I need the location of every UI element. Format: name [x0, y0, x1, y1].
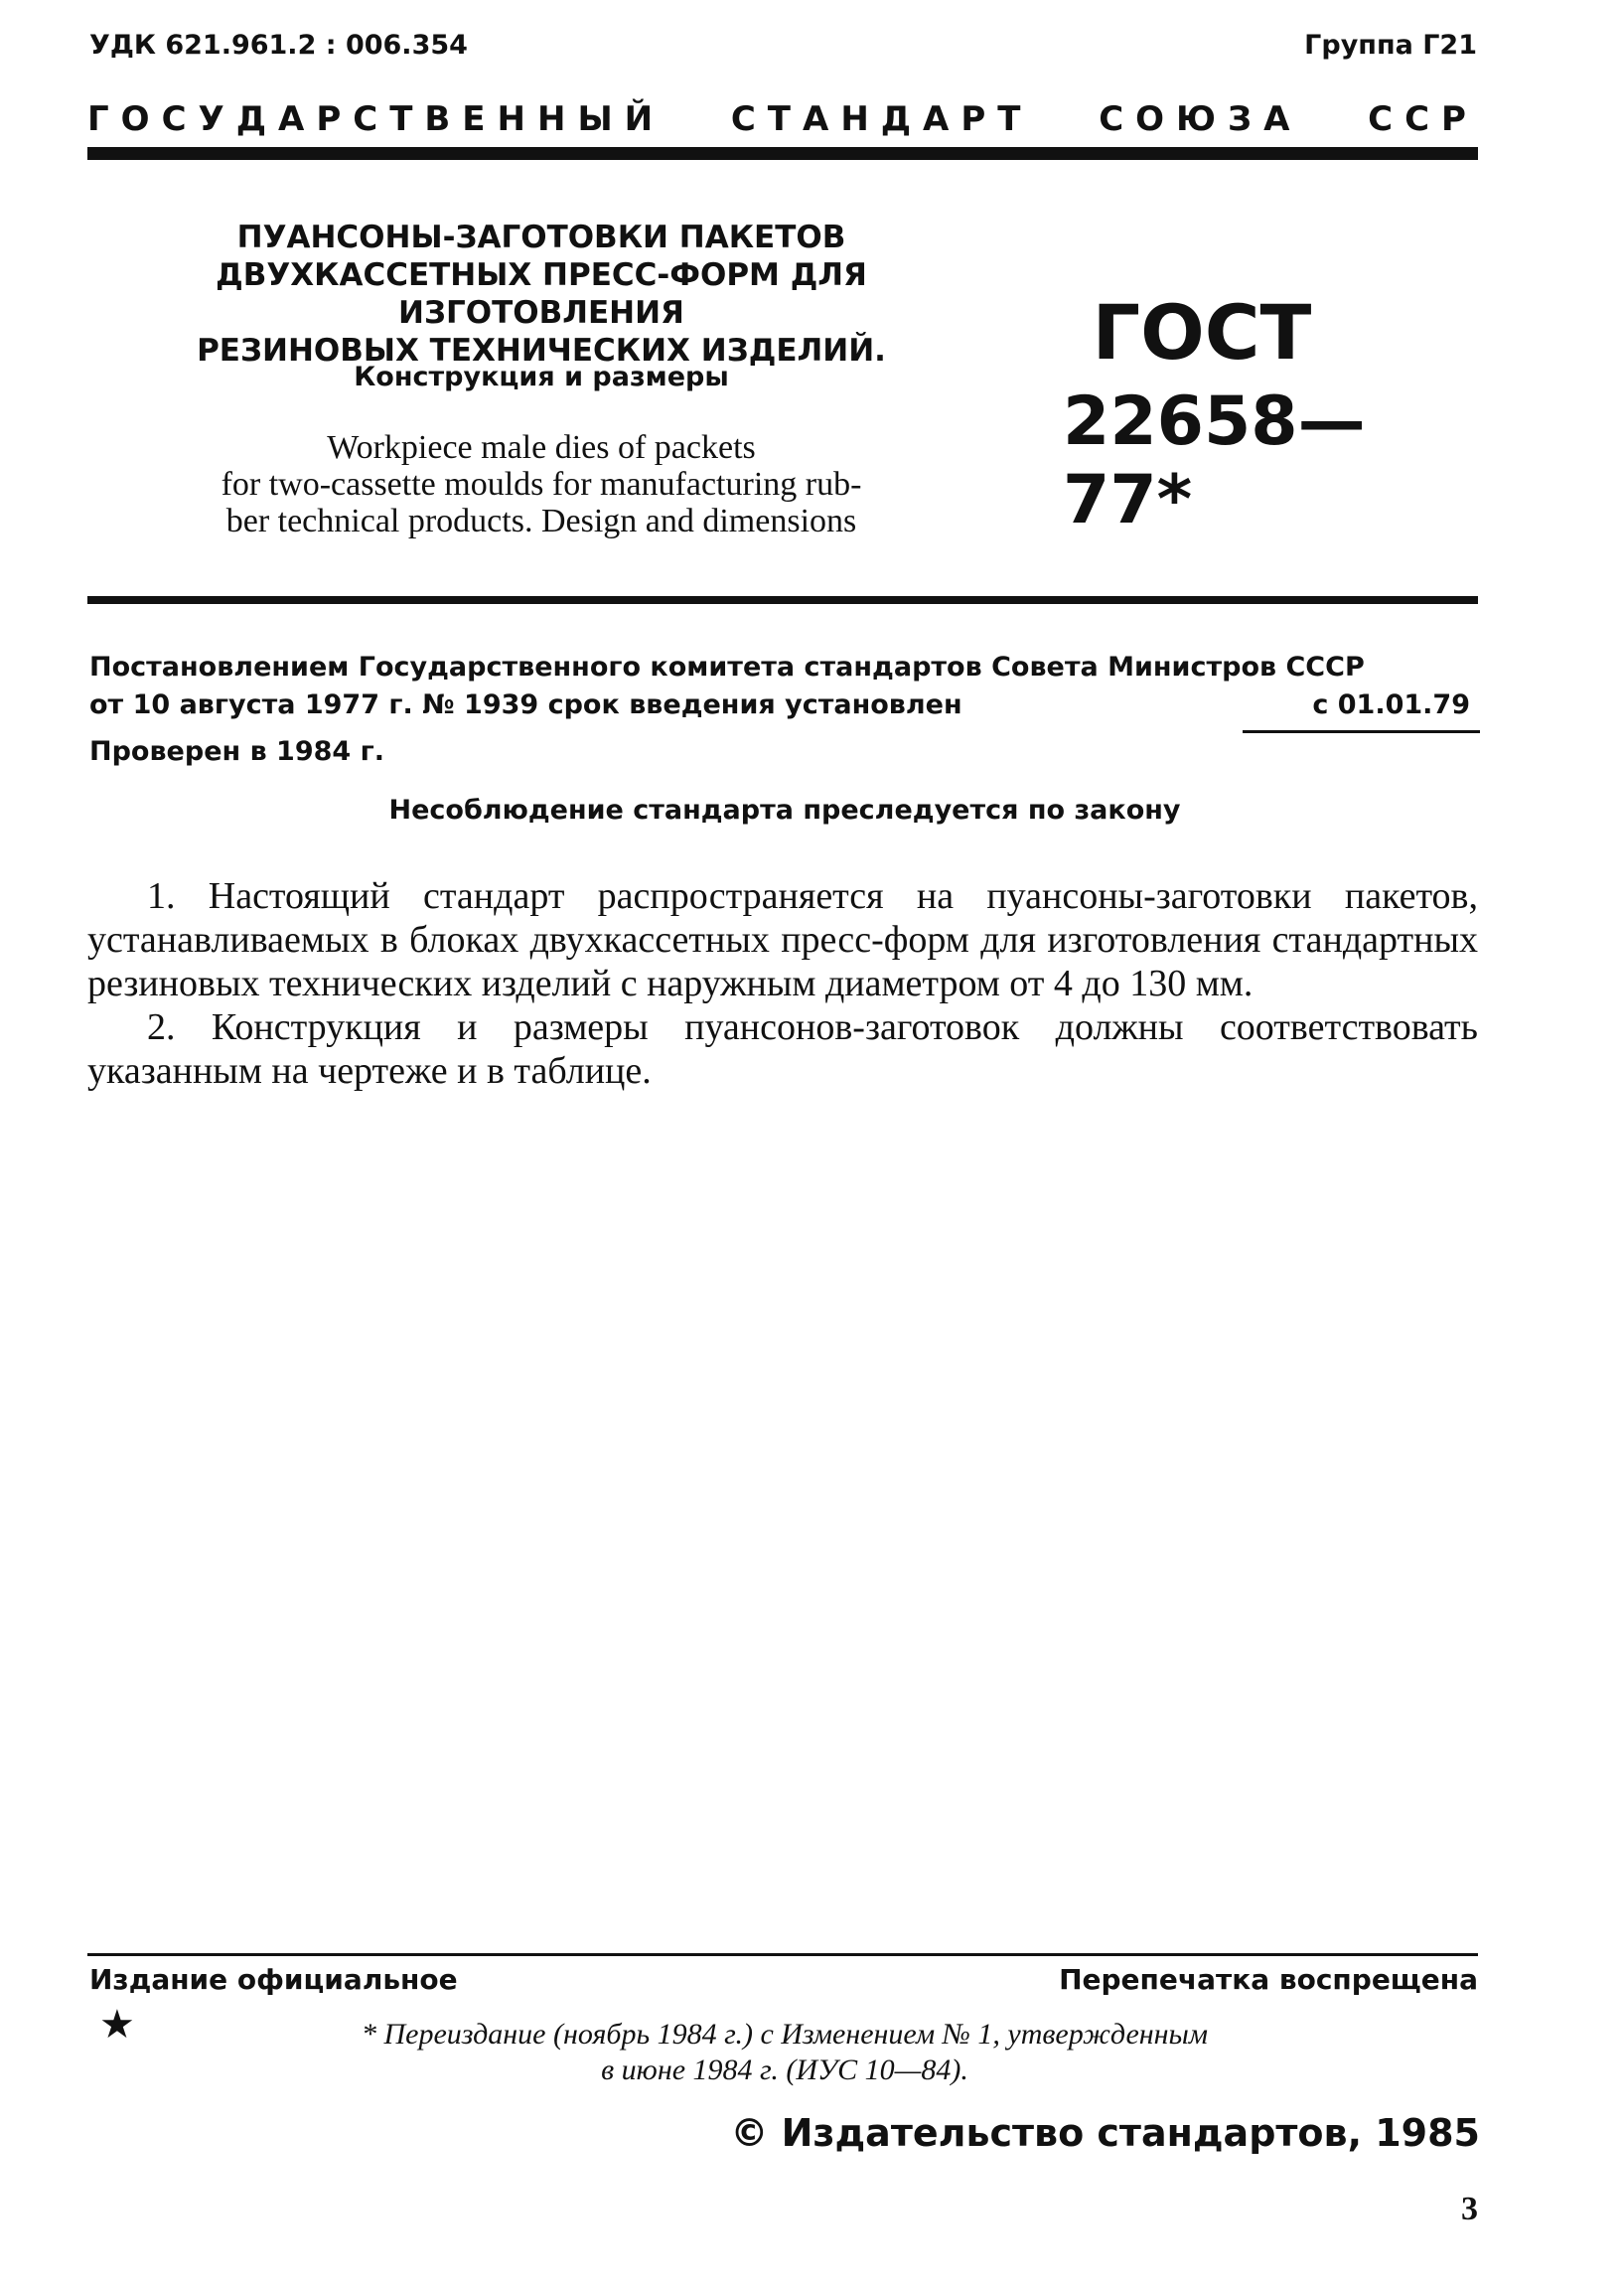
- english-title: [89, 429, 993, 539]
- paragraph: 1. Настоящий стандарт распространяется на пуансоны-заготовки пакетов, устанавливаемых в блоках двухкассетных пресс-форм для изготовления стандартных резиновых технических изделий с наружным диаметром от 4 до 130 мм.: [87, 875, 1478, 1004]
- page-number: 3: [1461, 2191, 1478, 2227]
- resolution-line: от 10 августа 1977 г. № 1939 срок введения установлен: [89, 689, 962, 720]
- reissue-note: [89, 2017, 1480, 2088]
- title-rule: [87, 596, 1478, 604]
- title-line: ДВУХКАССЕТНЫХ ПРЕСС-ФОРМ ДЛЯ ИЗГОТОВЛЕНИЯ: [216, 257, 867, 331]
- footer-rule: [87, 1953, 1478, 1956]
- resolution-line: Постановлением Государственного комитета стандартов Совета Министров СССР: [89, 652, 1365, 683]
- gost-label: ГОСТ: [1092, 288, 1312, 377]
- official-edition: Издание официальное: [89, 1963, 458, 1996]
- heading-word: ССР: [1368, 99, 1478, 139]
- english-title-line: Workpiece male dies of packets: [327, 429, 756, 466]
- paragraph: 2. Конструкция и размеры пуансонов-заготовок должны соответствовать указанным на чертеже и в таблице.: [87, 1006, 1478, 1092]
- gost-number: 22658—77*: [1063, 382, 1366, 539]
- state-standard-heading: [87, 99, 1478, 139]
- resolution-block: [89, 649, 1480, 771]
- standard-title: [89, 219, 993, 370]
- title-line: РЕЗИНОВЫХ ТЕХНИЧЕСКИХ ИЗДЕЛИЙ.: [197, 333, 886, 369]
- reissue-line: в июне 1984 г. (ИУС 10—84).: [601, 2054, 968, 2086]
- copyright: © Издательство стандартов, 1985: [730, 2111, 1480, 2155]
- effective-date: с 01.01.79: [1243, 686, 1480, 733]
- reissue-line: * Переиздание (ноябрь 1984 г.) с Изменением № 1, утвержденным: [362, 2018, 1208, 2051]
- body-text: [87, 874, 1478, 1093]
- udk-code: УДК 621.961.2 : 006.354: [89, 30, 468, 61]
- heading-word: СОЮЗА: [1099, 99, 1302, 139]
- heading-word: ГОСУДАРСТВЕННЫЙ: [87, 99, 665, 139]
- english-title-line: for two-cassette moulds for manufacturing rub-: [221, 466, 862, 503]
- legal-warning: Несоблюдение стандарта преследуется по закону: [388, 795, 1181, 826]
- title-line: ПУАНСОНЫ-ЗАГОТОВКИ ПАКЕТОВ: [236, 220, 846, 255]
- star-icon: ★: [99, 2002, 135, 2048]
- english-title-line: ber technical products. Design and dimensions: [225, 503, 857, 539]
- reprint-notice: Перепечатка воспрещена: [1059, 1963, 1478, 1996]
- header-rule: [87, 147, 1478, 160]
- group-code: Группа Г21: [1304, 30, 1477, 61]
- checked-note: Проверен в 1984 г.: [89, 736, 384, 767]
- standard-subtitle: Конструкция и размеры: [354, 362, 729, 392]
- heading-word: СТАНДАРТ: [730, 99, 1033, 139]
